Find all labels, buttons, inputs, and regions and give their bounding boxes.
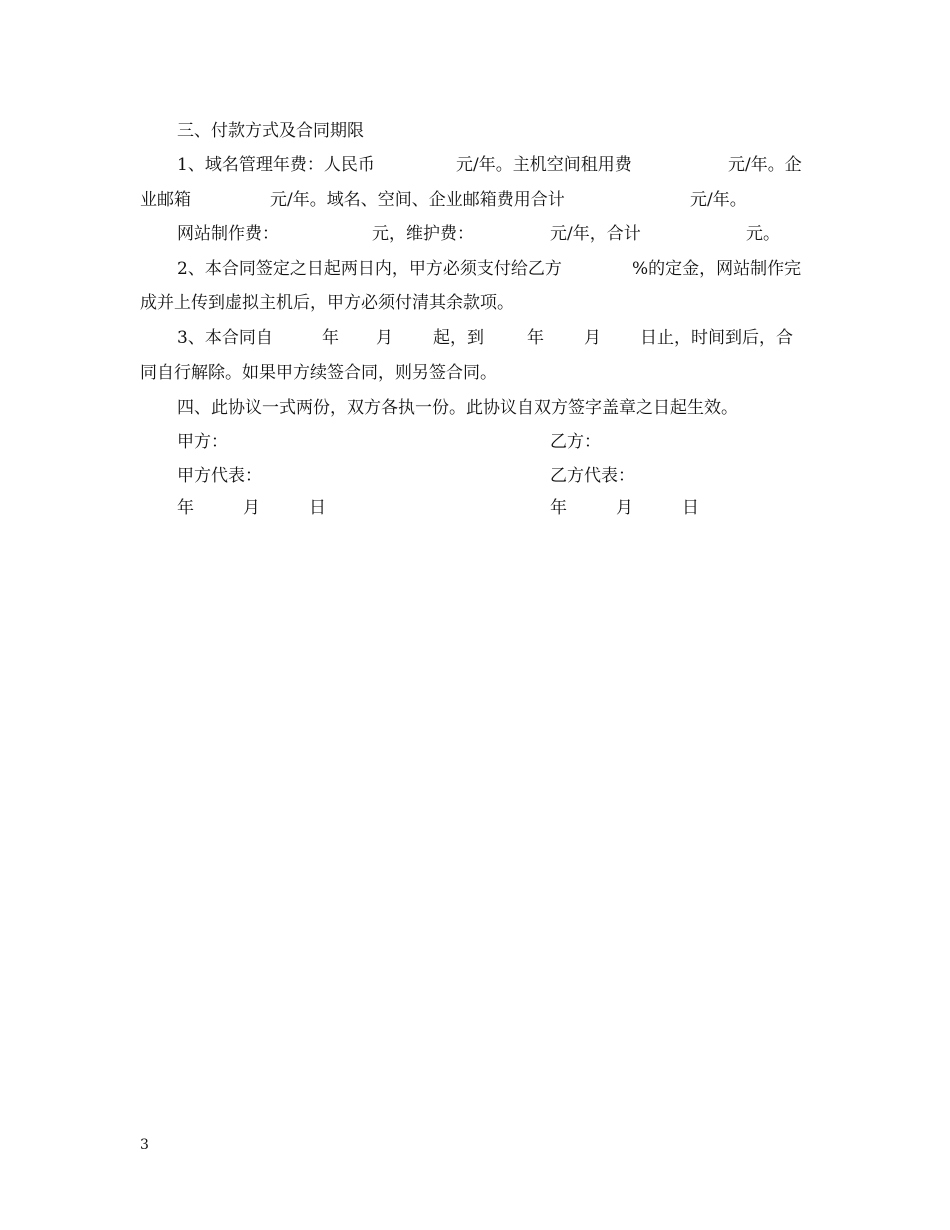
section-4-text: 四、此协议一式两份，双方各执一份。此协议自双方签字盖章之日起生效。 (177, 398, 738, 418)
clause-1-total-unit: 元/年。 (690, 190, 747, 210)
party-a-rep-label: 甲方代表： (177, 466, 262, 486)
clause-2-deposit-text: 2、本合同签定之日起两日内，甲方必须支付给乙方 (177, 259, 562, 279)
party-a-date-year: 年 (177, 498, 194, 518)
page-number: 3 (140, 1137, 149, 1153)
fee-sum-label: 元/年，合计 (550, 224, 641, 244)
party-b-date-month: 月 (616, 498, 633, 518)
clause-3-start-year: 年 (322, 328, 339, 348)
section-3-heading: 三、付款方式及合同期限 (177, 121, 364, 141)
clause-1-hosting-fee-label: 元/年。主机空间租用费 (456, 155, 632, 175)
party-a-date-day: 日 (309, 498, 326, 518)
party-a-date-month: 月 (243, 498, 260, 518)
clause-3-start-label: 3、本合同自 (177, 328, 273, 348)
clause-3-start-month: 月 (376, 328, 393, 348)
clause-3-end-month: 月 (584, 328, 601, 348)
clause-3-end-text: 日止，时间到后，合 (640, 328, 793, 348)
party-b-label: 乙方： (550, 432, 601, 452)
clause-1-email-fee-label-start: 元/年。企 (728, 155, 802, 175)
fee-sum-unit: 元。 (746, 224, 780, 244)
clause-3-end-year: 年 (527, 328, 544, 348)
clause-1-domain-fee-label: 1、域名管理年费：人民币 (177, 155, 375, 175)
website-build-fee-label: 网站制作费： (177, 224, 279, 244)
party-a-label: 甲方： (177, 432, 228, 452)
clause-3-start-to: 起，到 (433, 328, 484, 348)
party-b-date-day: 日 (682, 498, 699, 518)
party-b-rep-label: 乙方代表： (550, 466, 635, 486)
maintenance-fee-label: 元，维护费： (372, 224, 474, 244)
clause-2-deposit-percent-text: %的定金，网站制作完 (632, 259, 802, 279)
clause-1-total-label: 元/年。域名、空间、企业邮箱费用合计 (270, 190, 565, 210)
party-b-date-year: 年 (550, 498, 567, 518)
clause-3-termination-text: 同自行解除。如果甲方续签合同，则另签合同。 (140, 363, 497, 383)
clause-2-balance-text: 成并上传到虚拟主机后，甲方必须付清其余款项。 (140, 293, 514, 313)
clause-1-email-fee-label-end: 业邮箱 (140, 190, 191, 210)
